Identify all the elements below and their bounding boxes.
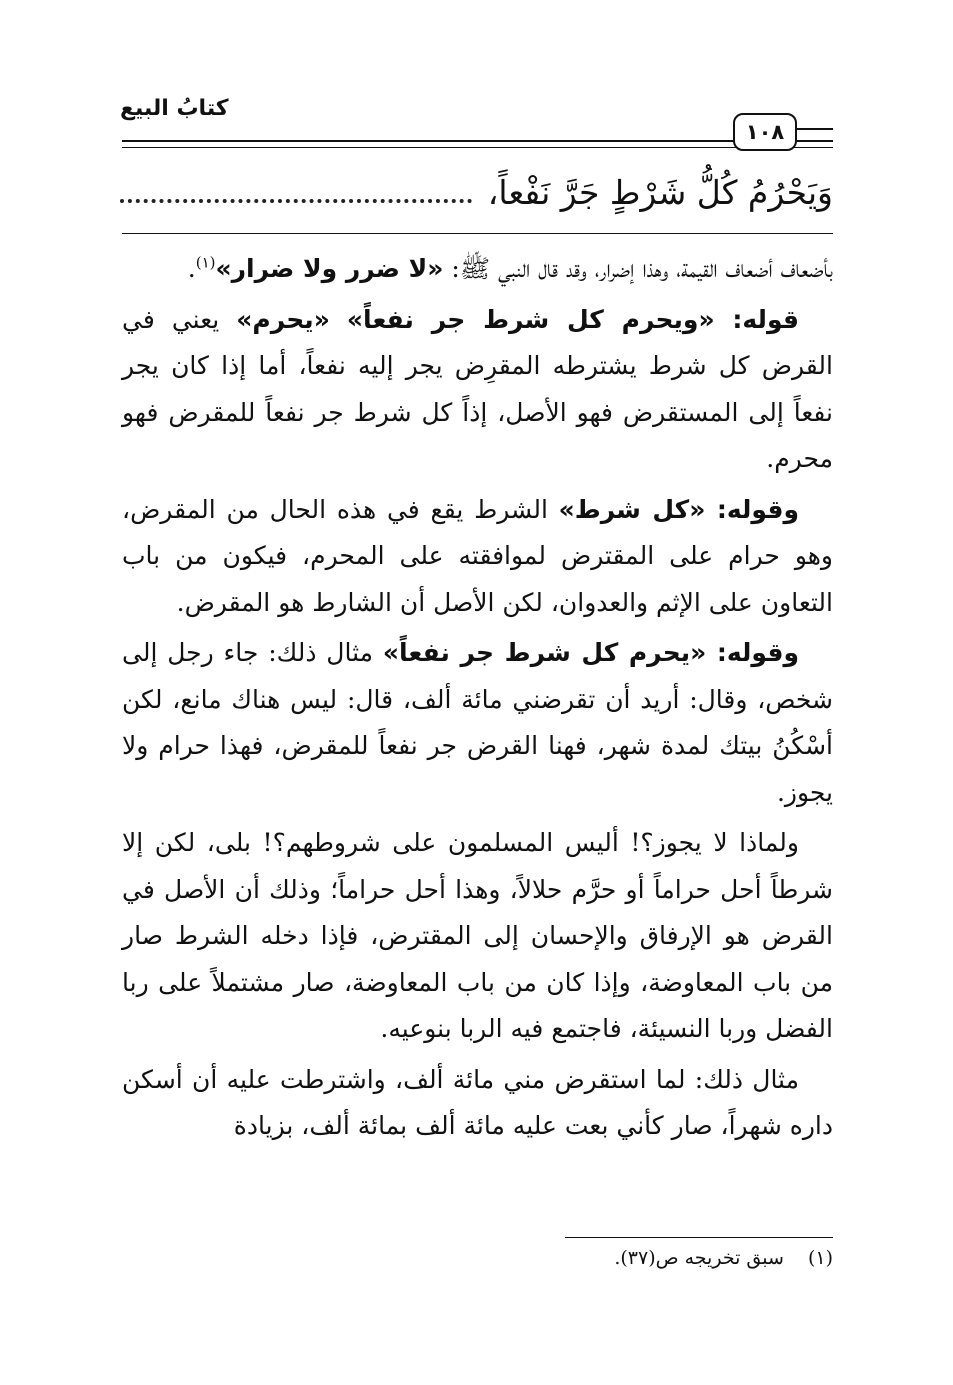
header-rule-thin	[122, 147, 833, 148]
paragraph-3-text: الشرط يقع في هذه الحال من المقرض، وهو حرام على المقترض لموافقته على المحرم، فيكون من باب التعاون على الإثم والعدوان، لكن الأصل أن الشارط هو المقرض.	[122, 494, 833, 617]
paragraph-1	[122, 246, 833, 293]
footnote-separator	[565, 1237, 833, 1238]
paragraph-4-text: مثال ذلك: جاء رجل إلى شخص، وقال: أريد أن تقرضني مائة ألف، قال: ليس هناك مانع، لكن أسْكُنُ بيتك لمدة شهر، فهنا القرض جر نفعاً للمقرض، فهذا حرام ولا يجوز.	[122, 638, 833, 807]
paragraph-3	[122, 487, 833, 627]
matn-dotted-leader	[120, 199, 472, 203]
book-title: كتابُ البيع	[120, 96, 229, 121]
page-number: ١٠٨	[733, 113, 797, 151]
footnote-number: (١)	[807, 1247, 833, 1269]
paragraph-2	[122, 297, 833, 483]
spacer-text	[330, 305, 347, 334]
footnote-text: سبق تخريجه ص(٣٧).	[614, 1247, 784, 1269]
paragraph-2-text: يعني في القرض كل شرط يشترطه المقرِض يجر إليه نفعاً، أما إذا كان يجر نفعاً إلى المستقرض فهو الأصل، إذاً كل شرط جر نفعاً للمقرض فهو محرم.	[122, 304, 833, 473]
header-rule	[122, 140, 833, 142]
paragraph-6: مثال ذلك: لما استقرض مني مائة ألف، واشترطت عليه أن أسكن داره شهراً، صار كأني بعت عليه مائة ألف بمائة ألف، بزيادة	[122, 1064, 833, 1140]
term-quote: «يحرم كل شرط جر نفعاً»	[382, 638, 707, 667]
hadith-quote: «لا ضرر ولا ضرار»	[215, 254, 444, 283]
matn-text: وَيَحْرُمُ كُلُّ شَرْطٍ جَرَّ نَفْعاً،	[487, 172, 833, 212]
paragraph-4-lead: وقوله:	[706, 638, 799, 667]
footnote-reference[interactable]: (١)	[195, 253, 216, 272]
term-quote: «كل شرط»	[558, 494, 706, 524]
paragraph-4	[122, 630, 833, 816]
paragraph-3-lead: وقوله:	[705, 494, 799, 524]
matn-quote: قوله: «ويحرم كل شرط جر نفعاً»	[346, 304, 799, 334]
matn-separator-rule	[122, 233, 833, 234]
term-quote: «يحرم»	[236, 304, 330, 334]
commentary-body	[122, 246, 833, 1154]
footnote	[300, 1247, 833, 1269]
paragraph-1-end: .	[187, 254, 196, 283]
paragraph-5: ولماذا لا يجوز؟! أليس المسلمون على شروطهم؟! بلى، لكن إلا شرطاً أحل حراماً أو حرَّم حلالاً، وهذا أحل حراماً؛ وذلك أن الأصل في القرض هو الإرفاق والإحسان إلى المقترض، فإذا دخله الشرط صار من باب المعاوضة، وإذا كان من باب المعاوضة، صار مشتملاً على ربا الفضل وربا النسيئة، فاجتمع فيه الربا بنوعيه.	[122, 828, 833, 1043]
page-number-rule	[795, 128, 833, 130]
paragraph-1-text: بأضعاف أضعاف القيمة، وهذا إضرار، وقد قال النبي ﷺ:	[443, 254, 833, 283]
matn-line	[120, 162, 833, 222]
